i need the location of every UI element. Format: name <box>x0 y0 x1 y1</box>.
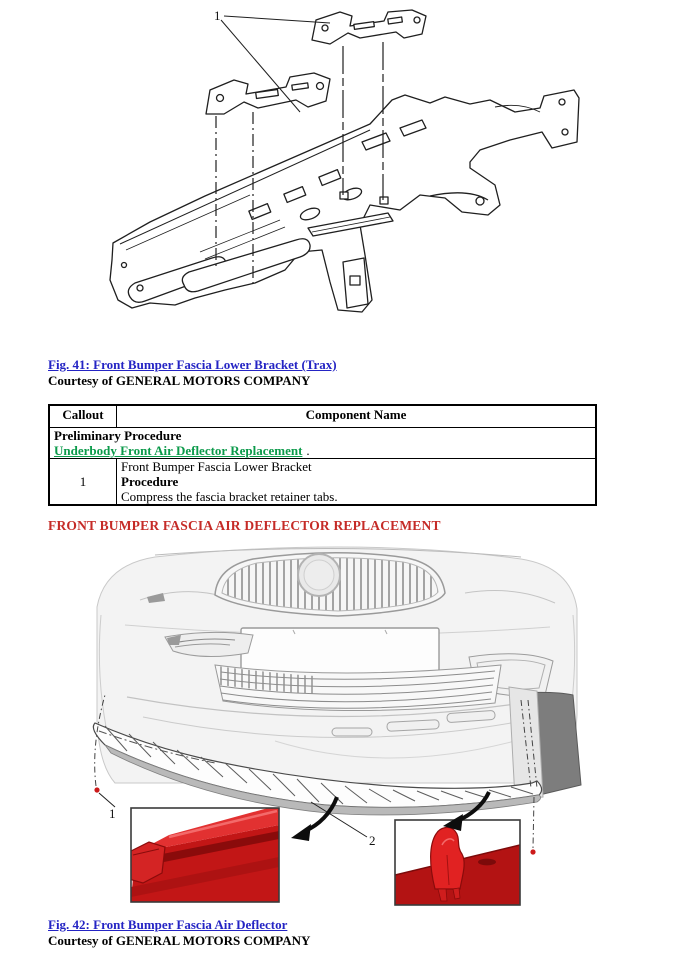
fig41-callout-label: 1 <box>214 8 221 23</box>
col-header-component: Component Name <box>117 405 597 428</box>
fig42-callout-1-label: 1 <box>109 806 116 821</box>
lower-bracket <box>206 73 330 114</box>
front-wheel <box>509 687 581 799</box>
procedure-label: Procedure <box>121 474 179 489</box>
component-name-cell <box>117 459 597 506</box>
fig41-illustration <box>100 2 580 345</box>
underbody-panel <box>110 90 579 312</box>
upper-bracket <box>312 10 426 44</box>
preliminary-cell <box>49 428 596 459</box>
callout-number-cell: 1 <box>49 459 117 506</box>
table-header-row <box>49 405 596 428</box>
preliminary-title: Preliminary Procedure <box>54 428 182 443</box>
fig42-illustration <box>85 545 592 915</box>
fig42-callout-2-label: 2 <box>369 833 376 848</box>
fig41-caption-link[interactable]: Fig. 41: Front Bumper Fascia Lower Bracket (Trax) <box>48 357 337 372</box>
table-row <box>49 459 596 506</box>
fig42-inset-right-detail <box>395 820 520 905</box>
fig42-caption <box>48 917 287 933</box>
preliminary-row <box>49 428 596 459</box>
red-fastener-dot-right <box>530 849 535 854</box>
callout-table <box>48 404 597 506</box>
fig42-inset-left-detail <box>129 805 279 902</box>
col-header-callout: Callout <box>49 405 117 428</box>
fig41-caption <box>48 357 337 373</box>
fig41-courtesy: Courtesy of GENERAL MOTORS COMPANY <box>48 373 311 388</box>
section-heading: FRONT BUMPER FASCIA AIR DEFLECTOR REPLACEMENT <box>48 518 441 533</box>
fig42-caption-link[interactable]: Fig. 42: Front Bumper Fascia Air Deflector <box>48 917 288 932</box>
component-name: Front Bumper Fascia Lower Bracket <box>121 459 312 474</box>
car-bumper <box>97 547 577 783</box>
link-suffix: . <box>306 443 310 458</box>
red-fastener-dot-left <box>94 787 99 792</box>
procedure-text: Compress the fascia bracket retainer tabs. <box>121 489 338 504</box>
fig42-courtesy: Courtesy of GENERAL MOTORS COMPANY <box>48 933 311 948</box>
underbody-air-deflector-link[interactable]: Underbody Front Air Deflector Replacement <box>54 443 303 458</box>
